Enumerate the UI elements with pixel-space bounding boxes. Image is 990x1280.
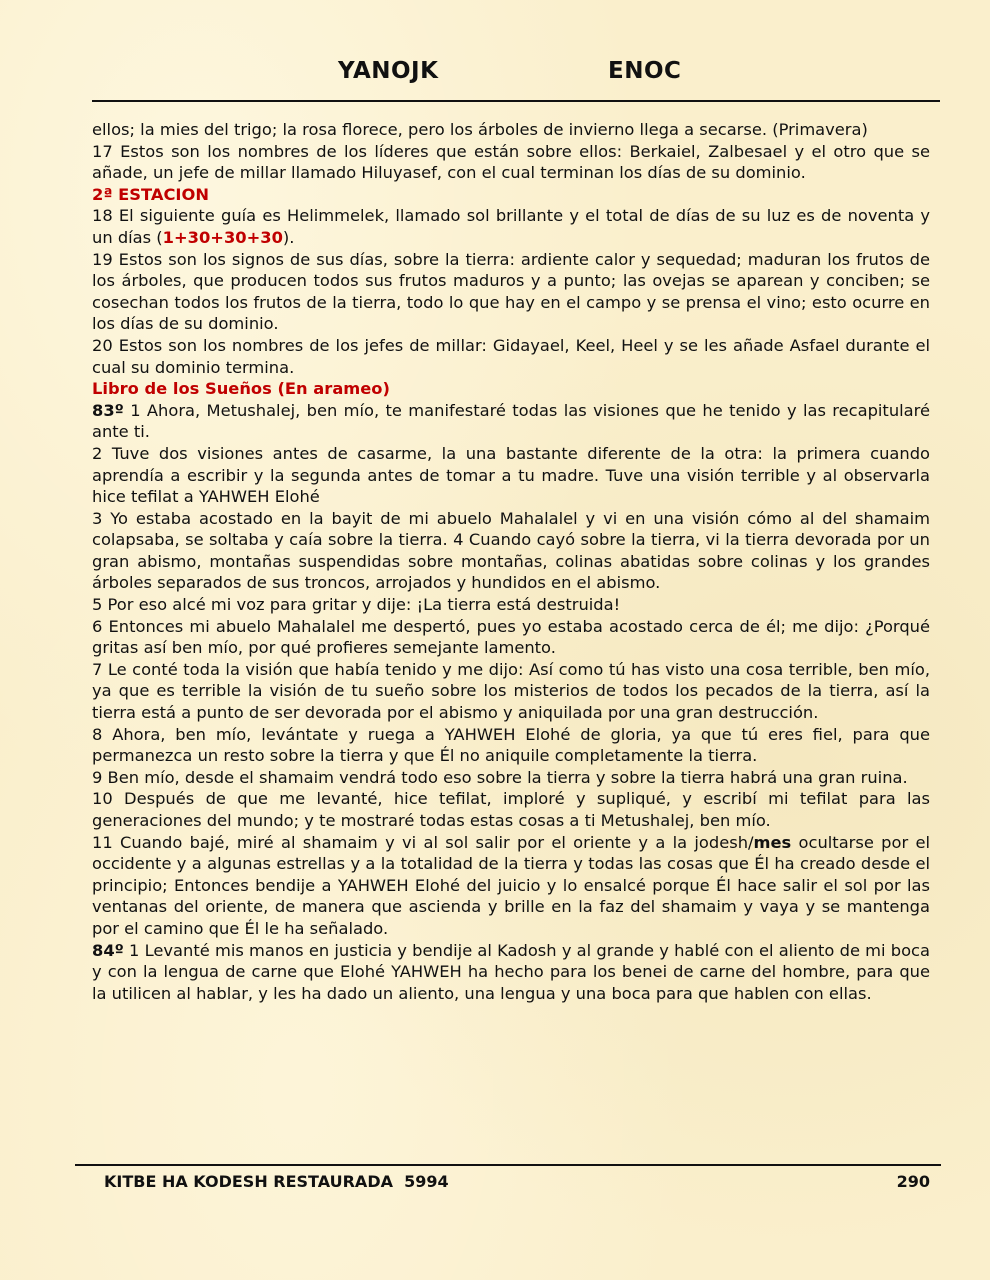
section-heading: Libro de los Sueños (En arameo) xyxy=(92,379,390,399)
paragraph xyxy=(92,400,930,443)
paragraph: 10 Después de que me levanté, hice tefilat, imploré y supliqué, y escribí mi tefilat para las generaciones del mundo; y te mostraré todas estas cosas a ti Metushalej, ben mío. xyxy=(92,789,930,830)
paragraph: 5 Por eso alcé mi voz para gritar y dije: ¡La tierra está destruida! xyxy=(92,595,621,615)
paragraph xyxy=(92,832,930,940)
paragraph: 20 Estos son los nombres de los jefes de millar: Gidayael, Keel, Heel y se les añade Asfael durante el cual su dominio termina. xyxy=(92,335,930,377)
verse-text: 11 Cuando bajé, miré al shamaim y vi al sol salir por el oriente y a la jodesh/ xyxy=(92,832,754,852)
header-rule xyxy=(92,100,940,102)
paragraph xyxy=(92,205,930,248)
section-heading: 2ª ESTACION xyxy=(92,184,209,204)
verse-text: 1 Levanté mis manos en justicia y bendije al Kadosh y al grande y hablé con el aliento de mi boca y con la lengua de carne que Elohé YAHWEH ha hecho para los benei de carne del hombre, para que la utilicen al hablar, y les ha dado un aliento, una lengua y una boca para que hablen con ellas. xyxy=(92,940,930,1003)
paragraph: 17 Estos son los nombres de los líderes que están sobre ellos: Berkaiel, Zalbesael y el otro que se añade, un jefe de millar llamado Hiluyasef, con el cual terminan los días de su dominio. xyxy=(92,141,930,183)
paragraph: ellos; la mies del trigo; la rosa florece, pero los árboles de invierno llega a secarse. (Primavera) xyxy=(92,120,868,139)
verse-text: ). xyxy=(282,227,295,247)
verse-text: ocultarse por el occidente y a algunas estrellas y a la totalidad de la tierra y todas las cosas que Él ha creado desde el principio; Entonces bendije a YAHWEH Elohé del juicio y lo ensalcé porque Él hace salir el sol por las ventanas del oriente, de manera que ascienda y brille en la faz del shamaim y vaya y se mantenga por el camino que Él le ha señalado. xyxy=(92,832,930,938)
chapter-number: 84º xyxy=(92,940,124,960)
verse-text: 1 Ahora, Metushalej, ben mío, te manifestaré todas las visiones que he tenido y las recapitularé ante ti. xyxy=(92,400,930,442)
paragraph: 6 Entonces mi abuelo Mahalalel me despertó, pues yo estaba acostado cerca de él; me dijo: ¿Porqué gritas así ben mío, por qué profieres semejante lamento. xyxy=(92,616,930,658)
header-right-title: ENOC xyxy=(608,58,682,84)
header-left-title: YANOJK xyxy=(338,58,439,84)
paragraph: 3 Yo estaba acostado en la bayit de mi abuelo Mahalalel y vi en una visión cómo al del shamaim colapsaba, se soltaba y caía sobre la tierra. 4 Cuando cayó sobre la tierra, vi la tierra devorada por un gran abismo, montañas suspendidas sobre montañas, colinas abatidas sobre colinas y los grandes árboles separados de sus troncos, arrojados y hundidos en el abismo. xyxy=(92,508,930,593)
verse-text: 18 El siguiente guía es Helimmelek, llamado sol brillante y el total de días de su luz es de noventa y un días ( xyxy=(92,206,930,247)
footer-title: KITBE HA KODESH RESTAURADA 5994 xyxy=(104,1172,449,1191)
paragraph: 8 Ahora, ben mío, levántate y ruega a YAHWEH Elohé de gloria, ya que tú eres fiel, para que permanezca un resto sobre la tierra y que Él no aniquile completamente la tierra. xyxy=(92,724,930,766)
paragraph: 19 Estos son los signos de sus días, sobre la tierra: ardiente calor y sequedad; maduran los frutos de los árboles, que producen todos sus frutos maduros y a punto; las ovejas se aparean y conciben; se cosechan todos los frutos de la tierra, todo lo que hay en el campo y se prensa el vino; esto ocurre en los días de su dominio. xyxy=(92,249,930,334)
paragraph xyxy=(92,940,930,1005)
paragraph: 9 Ben mío, desde el shamaim vendrá todo eso sobre la tierra y sobre la tierra habrá una gran ruina. xyxy=(92,767,908,787)
emphasis-red: 1+30+30+30 xyxy=(162,227,283,247)
paragraph: 2 Tuve dos visiones antes de casarme, la una bastante diferente de la otra: la primera cuando aprendía a escribir y la segunda antes de tomar a tu madre. Tuve una visión terrible y al observarla hice tefilat a YAHWEH Elohé xyxy=(92,443,930,507)
footer-rule xyxy=(75,1164,941,1166)
paragraph: 7 Le conté toda la visión que había tenido y me dijo: Así como tú has visto una cosa terrible, ben mío, ya que es terrible la visión de tu sueño sobre los misterios de todos los pecados de la tierra, así la tierra está a punto de ser devorada por el abismo y aniquilada por una gran destrucción. xyxy=(92,659,930,723)
body-text xyxy=(92,119,930,1004)
chapter-number: 83º xyxy=(92,400,124,420)
emphasis-bold: mes xyxy=(753,832,792,852)
page-header xyxy=(0,58,990,92)
page-number: 290 xyxy=(896,1172,930,1191)
